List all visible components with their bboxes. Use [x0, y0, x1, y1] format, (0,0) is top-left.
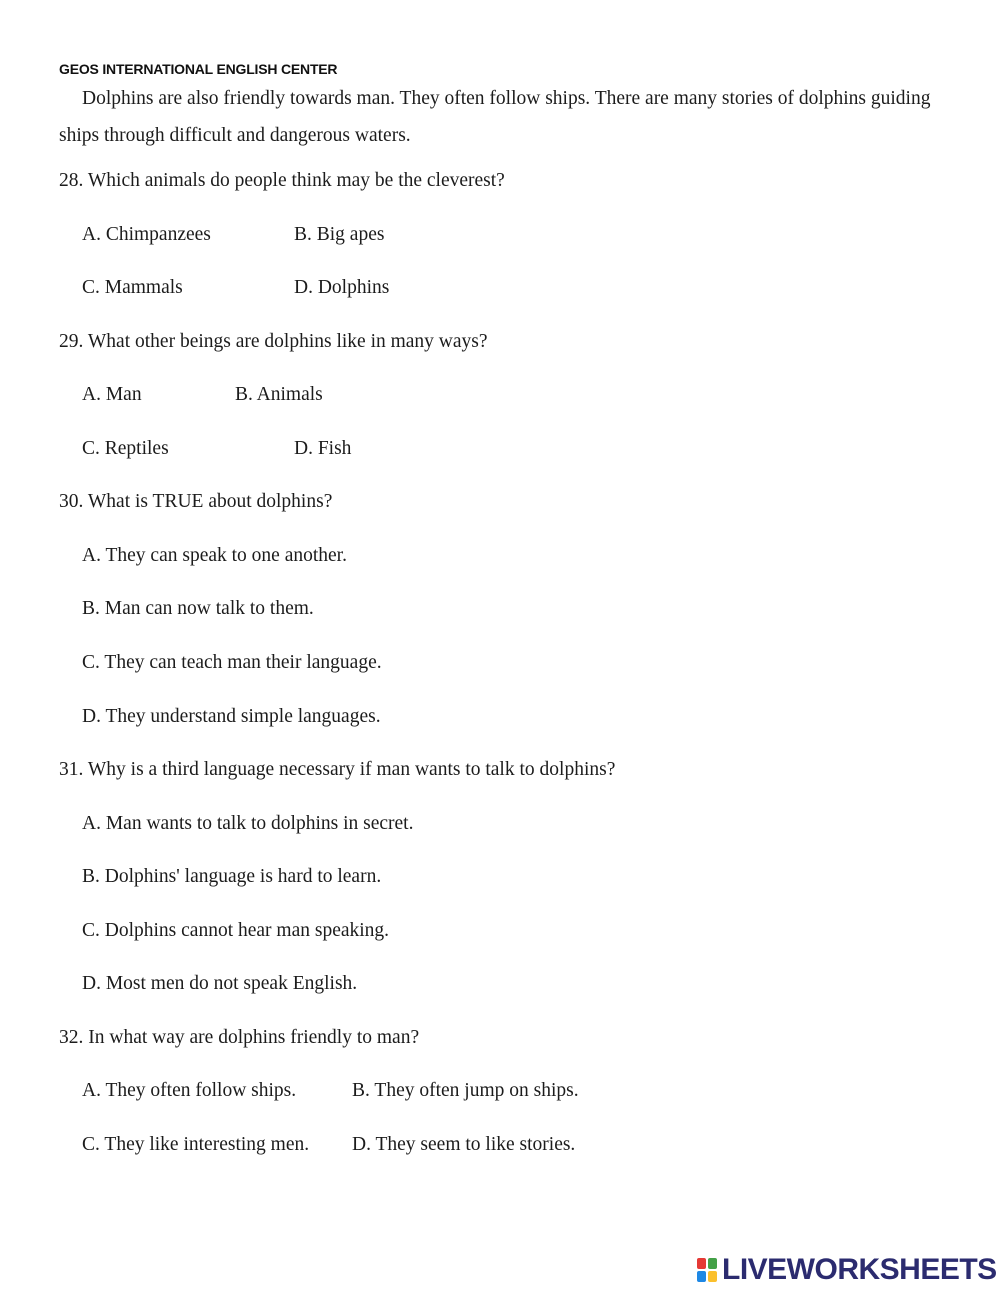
question-29: 29. What other beings are dolphins like in many ways? [59, 331, 488, 352]
q30-option-d[interactable]: D. They understand simple languages. [82, 706, 381, 727]
q32-option-b[interactable]: B. They often jump on ships. [352, 1080, 579, 1101]
q29-option-a[interactable]: A. Man [82, 384, 142, 405]
q31-option-c[interactable]: C. Dolphins cannot hear man speaking. [82, 920, 390, 941]
q28-option-d[interactable]: D. Dolphins [294, 277, 390, 298]
question-30: 30. What is TRUE about dolphins? [59, 491, 333, 512]
question-31: 31. Why is a third language necessary if man wants to talk to dolphins? [59, 759, 616, 780]
logo-square-blue [697, 1271, 706, 1282]
q32-option-d[interactable]: D. They seem to like stories. [352, 1134, 576, 1155]
liveworksheets-logo-icon [697, 1257, 719, 1283]
reading-passage: Dolphins are also friendly towards man. They often follow ships. There are many stories of dolphins guiding ships through difficult and dangerous waters. [59, 88, 931, 146]
q32-option-c[interactable]: C. They like interesting men. [82, 1134, 310, 1155]
q29-option-c[interactable]: C. Reptiles [82, 438, 169, 459]
q28-option-a[interactable]: A. Chimpanzees [82, 224, 211, 245]
question-28: 28. Which animals do people think may be the cleverest? [59, 170, 505, 191]
logo-square-red [697, 1258, 706, 1269]
q30-option-a[interactable]: A. They can speak to one another. [82, 545, 347, 566]
question-32: 32. In what way are dolphins friendly to man? [59, 1027, 420, 1048]
q31-option-a[interactable]: A. Man wants to talk to dolphins in secret. [82, 813, 414, 834]
logo-square-yellow [708, 1271, 717, 1282]
q29-option-d[interactable]: D. Fish [294, 438, 352, 459]
q32-option-a[interactable]: A. They often follow ships. [82, 1080, 297, 1101]
q30-option-c[interactable]: C. They can teach man their language. [82, 652, 382, 673]
liveworksheets-logo[interactable] [697, 1253, 997, 1287]
q31-option-d[interactable]: D. Most men do not speak English. [82, 973, 358, 994]
q31-option-b[interactable]: B. Dolphins' language is hard to learn. [82, 866, 382, 887]
q28-option-c[interactable]: C. Mammals [82, 277, 183, 298]
q29-option-b[interactable]: B. Animals [235, 384, 323, 405]
q30-option-b[interactable]: B. Man can now talk to them. [82, 598, 314, 619]
logo-square-green [708, 1258, 717, 1269]
q28-option-b[interactable]: B. Big apes [294, 224, 385, 245]
logo-wordmark: LIVEWORKSHEETS [722, 1253, 997, 1286]
document-header: GEOS INTERNATIONAL ENGLISH CENTER [59, 61, 338, 77]
